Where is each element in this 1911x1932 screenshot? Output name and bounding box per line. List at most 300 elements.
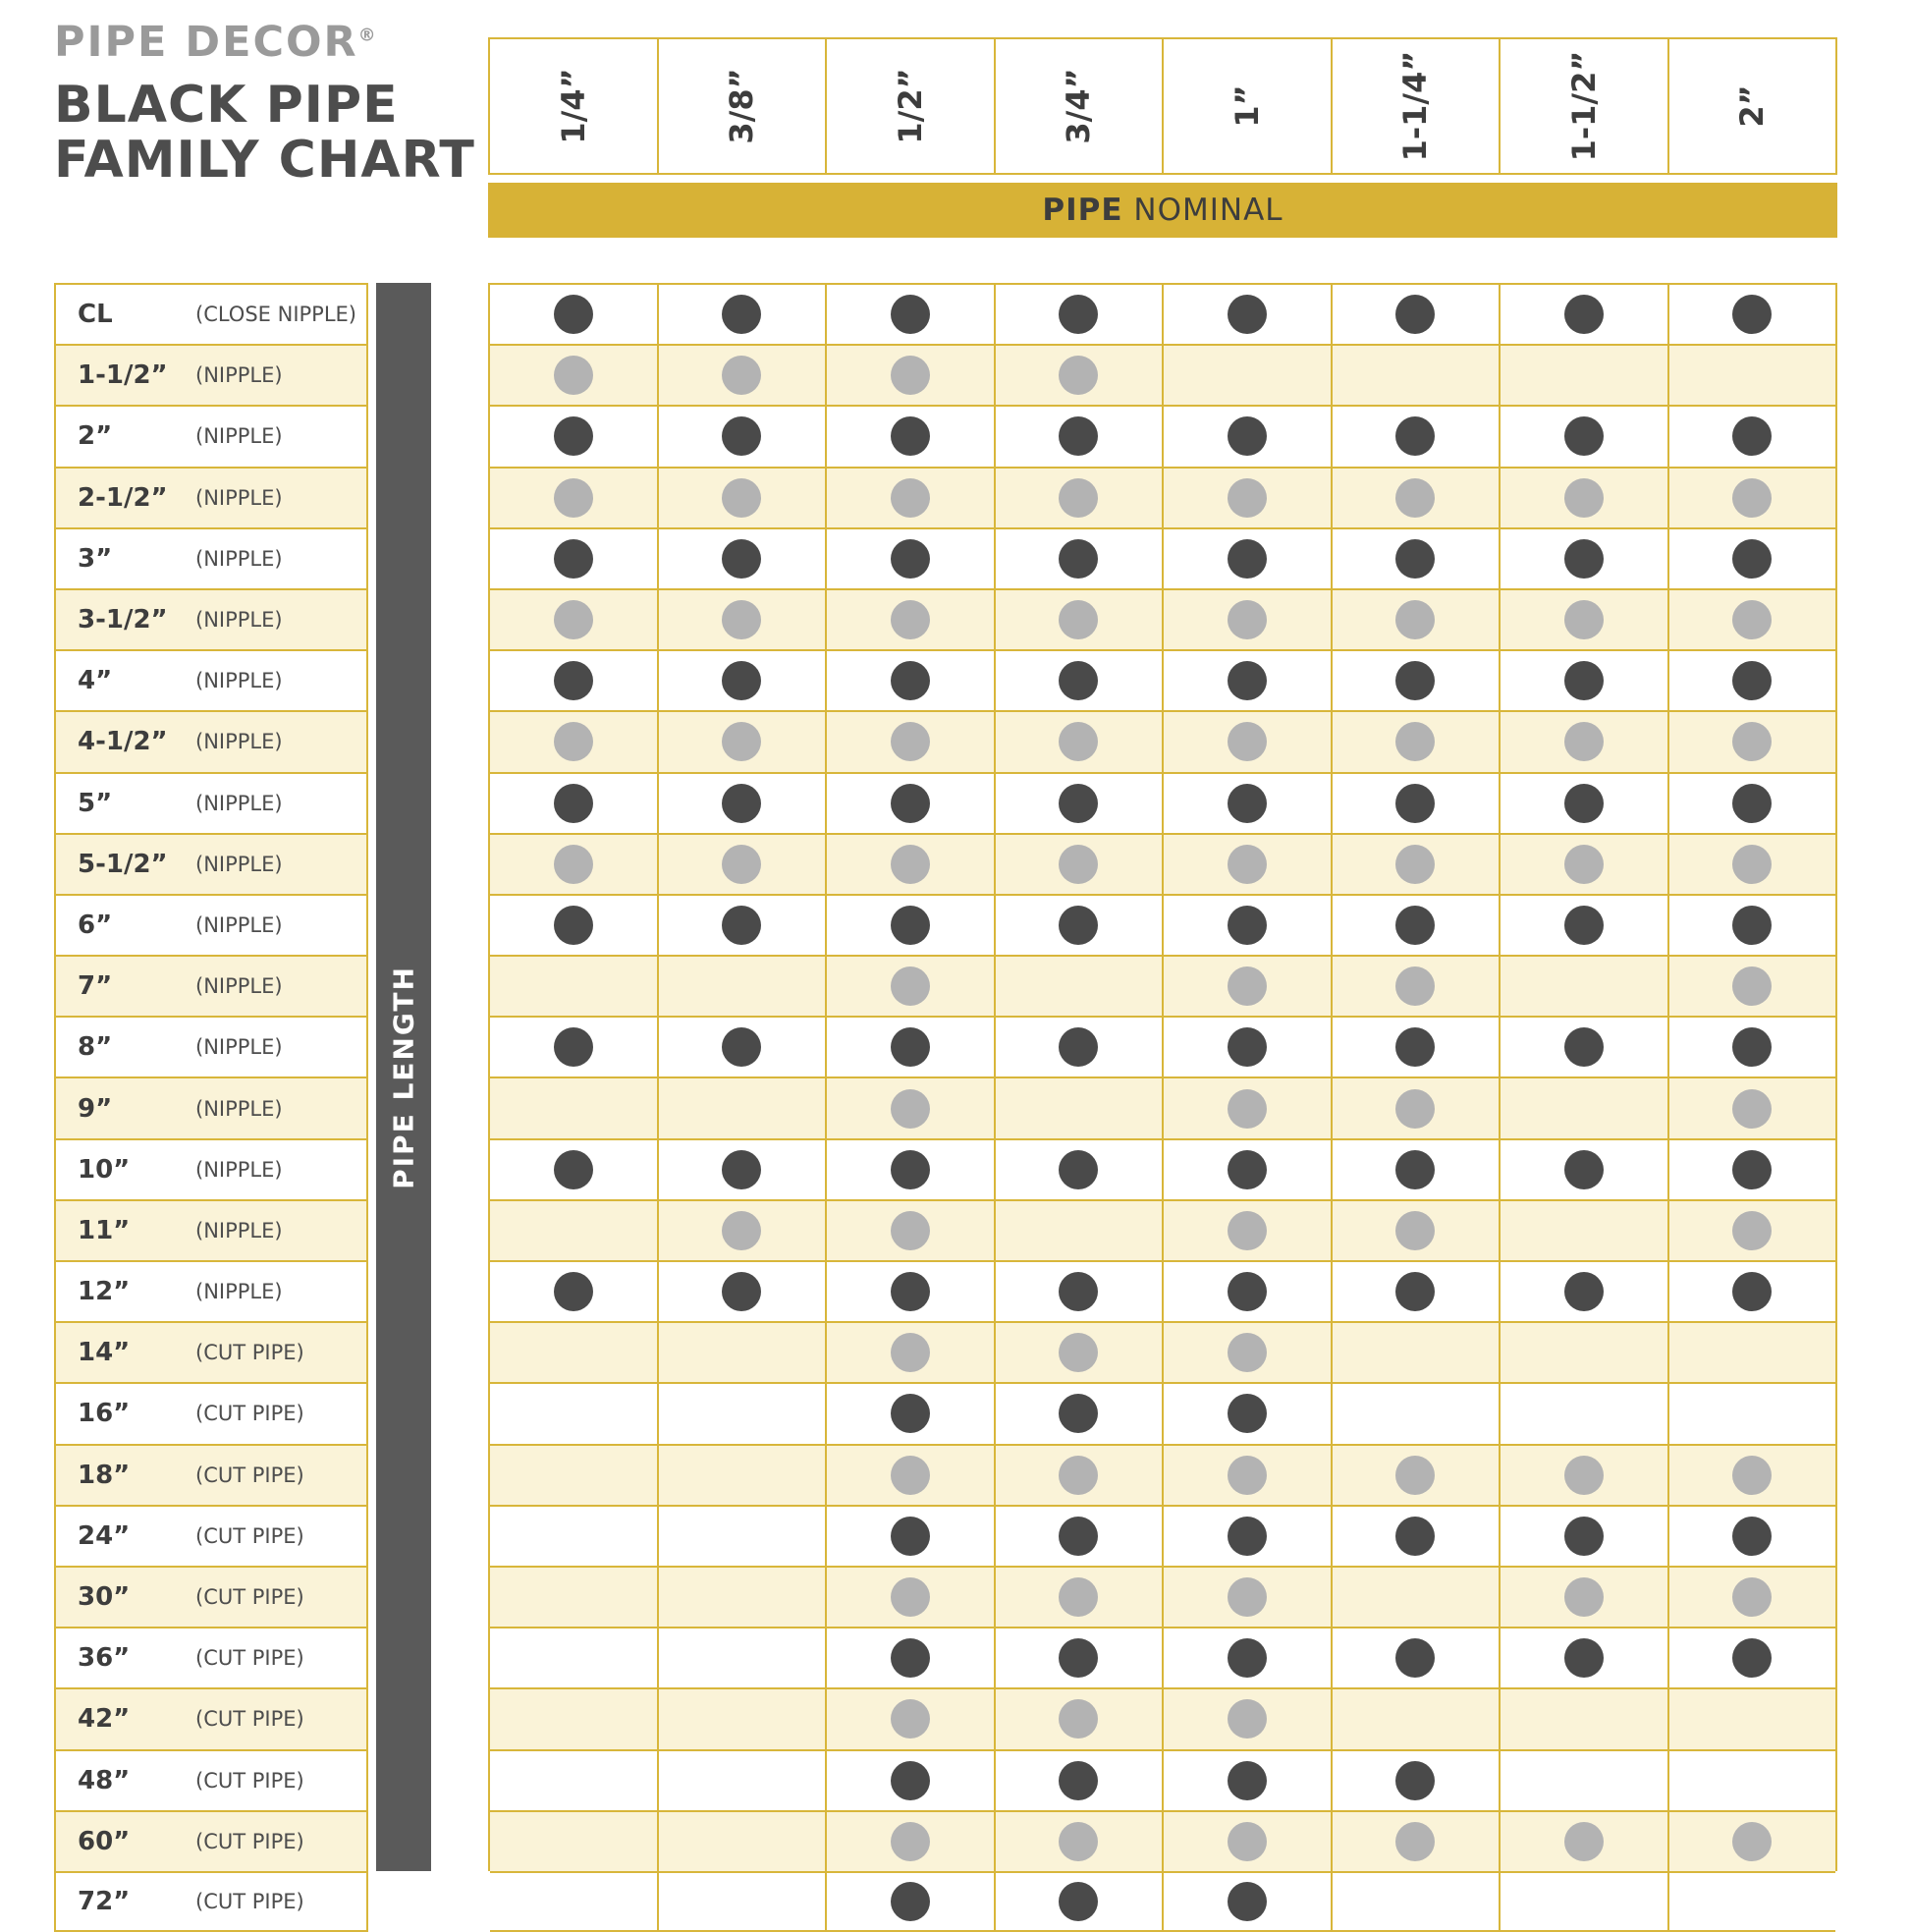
availability-cell — [1164, 1689, 1333, 1748]
availability-cell — [1333, 896, 1502, 955]
availability-cell — [996, 1201, 1165, 1260]
availability-cell — [490, 651, 659, 710]
availability-cell — [1164, 1201, 1333, 1260]
availability-cell — [996, 1628, 1165, 1687]
availability-dot — [554, 539, 593, 579]
column-header-label: 3/8” — [723, 68, 761, 144]
availability-dot — [1059, 1394, 1098, 1433]
empty-marker — [1732, 1882, 1772, 1921]
availability-cell — [827, 1628, 996, 1687]
availability-dot — [1732, 416, 1772, 456]
availability-dot — [1059, 1638, 1098, 1678]
table-row — [490, 1871, 1835, 1932]
empty-marker — [554, 1394, 593, 1433]
row-length-label: 3-1/2” — [78, 605, 168, 635]
availability-cell — [1333, 1201, 1502, 1260]
availability-dot — [1564, 845, 1604, 884]
availability-dot — [554, 600, 593, 639]
row-label — [54, 467, 368, 527]
availability-dot — [1732, 539, 1772, 579]
availability-cell — [659, 1323, 828, 1382]
empty-marker — [1564, 1089, 1604, 1129]
availability-cell — [1501, 1446, 1669, 1505]
empty-marker — [722, 1577, 761, 1617]
availability-cell — [996, 1323, 1165, 1382]
availability-cell — [1669, 346, 1836, 405]
availability-dot — [1564, 295, 1604, 334]
availability-dot — [891, 1333, 930, 1372]
availability-dot — [1564, 600, 1604, 639]
column-header-label: 1-1/4” — [1396, 50, 1435, 162]
availability-dot — [1228, 1394, 1267, 1433]
availability-dot — [1228, 1882, 1267, 1921]
availability-dot — [1395, 295, 1435, 334]
empty-marker — [1395, 1882, 1435, 1921]
empty-marker — [554, 1211, 593, 1250]
availability-cell — [1333, 1323, 1502, 1382]
availability-dot — [1564, 416, 1604, 456]
availability-cell — [996, 651, 1165, 710]
availability-cell — [1669, 957, 1836, 1016]
row-label — [54, 283, 368, 344]
table-row — [490, 1687, 1835, 1748]
availability-cell — [1501, 1201, 1669, 1260]
availability-dot — [1395, 966, 1435, 1006]
availability-dot — [1732, 600, 1772, 639]
column-header — [1162, 37, 1331, 175]
availability-dot — [1732, 1456, 1772, 1495]
table-row — [490, 467, 1835, 527]
availability-dot — [554, 906, 593, 945]
row-length-label: 6” — [78, 910, 113, 940]
availability-dot — [554, 784, 593, 823]
table-row — [490, 1321, 1835, 1382]
availability-cell — [996, 529, 1165, 588]
row-length-label: 14” — [78, 1338, 131, 1368]
availability-cell — [1669, 1873, 1836, 1930]
table-row — [490, 1505, 1835, 1566]
row-label — [54, 1627, 368, 1687]
availability-cell — [827, 529, 996, 588]
availability-dot — [722, 906, 761, 945]
row-length-label: 42” — [78, 1704, 131, 1735]
availability-cell — [659, 1078, 828, 1137]
availability-cell — [996, 1446, 1165, 1505]
availability-cell — [659, 1262, 828, 1321]
availability-cell — [827, 1568, 996, 1627]
availability-dot — [1059, 1272, 1098, 1311]
availability-cell — [659, 1751, 828, 1810]
availability-cell — [827, 896, 996, 955]
availability-dot — [1395, 661, 1435, 700]
page-title — [54, 76, 476, 191]
row-label — [54, 1687, 368, 1748]
availability-dot — [1228, 722, 1267, 761]
row-length-label: 12” — [78, 1277, 131, 1307]
availability-dot — [722, 845, 761, 884]
availability-dot — [891, 478, 930, 518]
availability-cell — [827, 1323, 996, 1382]
row-kind-label: (NIPPLE) — [195, 424, 283, 449]
availability-cell — [490, 1446, 659, 1505]
availability-dot — [1228, 784, 1267, 823]
row-label — [54, 1321, 368, 1382]
availability-dot — [1564, 1577, 1604, 1617]
row-label — [54, 894, 368, 955]
availability-cell — [1164, 1568, 1333, 1627]
availability-cell — [1501, 774, 1669, 833]
availability-dot — [891, 1089, 930, 1129]
row-kind-label: (CUT PIPE) — [195, 1402, 304, 1426]
availability-cell — [1164, 529, 1333, 588]
availability-cell — [1501, 1812, 1669, 1871]
availability-cell — [827, 957, 996, 1016]
table-row — [490, 1076, 1835, 1137]
table-row — [490, 405, 1835, 466]
availability-cell — [827, 1507, 996, 1566]
availability-dot — [1564, 722, 1604, 761]
row-label — [54, 1566, 368, 1627]
row-kind-label: (NIPPLE) — [195, 485, 283, 510]
availability-cell — [1333, 1507, 1502, 1566]
availability-cell — [827, 407, 996, 466]
availability-cell — [827, 651, 996, 710]
availability-cell — [659, 774, 828, 833]
availability-cell — [490, 896, 659, 955]
availability-cell — [1333, 957, 1502, 1016]
availability-dot — [1732, 1027, 1772, 1067]
availability-dot — [1059, 906, 1098, 945]
availability-cell — [996, 774, 1165, 833]
empty-marker — [1564, 1761, 1604, 1800]
row-label — [54, 710, 368, 771]
availability-cell — [1333, 712, 1502, 771]
availability-cell — [490, 1568, 659, 1627]
availability-cell — [1164, 1140, 1333, 1199]
availability-cell — [1164, 1628, 1333, 1687]
availability-dot — [891, 1822, 930, 1861]
availability-cell — [1669, 1751, 1836, 1810]
row-label-column — [54, 283, 368, 1932]
availability-cell — [1669, 774, 1836, 833]
row-label — [54, 527, 368, 588]
row-length-label: 24” — [78, 1520, 131, 1551]
row-label — [54, 1138, 368, 1199]
row-kind-label: (NIPPLE) — [195, 363, 283, 388]
availability-cell — [1669, 1323, 1836, 1382]
availability-dot — [1732, 1822, 1772, 1861]
empty-marker — [554, 1822, 593, 1861]
availability-cell — [827, 774, 996, 833]
empty-marker — [1395, 1333, 1435, 1372]
availability-cell — [659, 407, 828, 466]
availability-cell — [659, 957, 828, 1016]
row-kind-label: (NIPPLE) — [195, 1218, 283, 1242]
availability-cell — [1501, 712, 1669, 771]
row-kind-label: (CUT PIPE) — [195, 1523, 304, 1548]
availability-cell — [996, 1751, 1165, 1810]
availability-dot — [1732, 1211, 1772, 1250]
availability-dot — [1059, 1027, 1098, 1067]
row-kind-label: (CLOSE NIPPLE) — [195, 303, 357, 327]
row-label — [54, 833, 368, 894]
row-label — [54, 1016, 368, 1076]
availability-cell — [1164, 835, 1333, 894]
row-length-label: 2” — [78, 421, 113, 452]
availability-cell — [1333, 285, 1502, 344]
availability-dot — [1228, 478, 1267, 518]
availability-cell — [659, 1689, 828, 1748]
empty-marker — [1059, 1089, 1098, 1129]
availability-dot — [554, 1150, 593, 1189]
availability-cell — [1333, 651, 1502, 710]
availability-cell — [659, 1384, 828, 1443]
row-length-label: 9” — [78, 1093, 113, 1124]
availability-dot — [891, 1761, 930, 1800]
table-row — [490, 955, 1835, 1016]
availability-dot — [554, 478, 593, 518]
availability-dot — [1395, 1150, 1435, 1189]
availability-dot — [1395, 1027, 1435, 1067]
empty-marker — [722, 1699, 761, 1739]
row-label — [54, 1260, 368, 1321]
availability-cell — [1501, 1568, 1669, 1627]
availability-dot — [1395, 416, 1435, 456]
availability-cell — [1501, 1751, 1669, 1810]
availability-dot — [1228, 1150, 1267, 1189]
availability-dot — [1395, 1822, 1435, 1861]
empty-marker — [554, 966, 593, 1006]
table-row — [490, 894, 1835, 955]
availability-dot — [1395, 600, 1435, 639]
row-label — [54, 1749, 368, 1810]
availability-cell — [490, 1507, 659, 1566]
row-length-label: 3” — [78, 543, 113, 574]
availability-cell — [659, 529, 828, 588]
availability-cell — [1501, 835, 1669, 894]
availability-dot — [1732, 661, 1772, 700]
availability-cell — [1333, 835, 1502, 894]
availability-dot — [1228, 1272, 1267, 1311]
row-kind-label: (CUT PIPE) — [195, 1768, 304, 1793]
column-header — [994, 37, 1163, 175]
row-kind-label: (NIPPLE) — [195, 546, 283, 571]
availability-dot — [1564, 1027, 1604, 1067]
availability-cell — [1501, 529, 1669, 588]
availability-dot — [1059, 784, 1098, 823]
column-header — [1667, 37, 1838, 175]
availability-cell — [1669, 407, 1836, 466]
row-length-label: 10” — [78, 1154, 131, 1185]
row-kind-label: (CUT PIPE) — [195, 1829, 304, 1853]
availability-dot — [1059, 1150, 1098, 1189]
availability-cell — [827, 1384, 996, 1443]
availability-cell — [490, 346, 659, 405]
availability-dot — [722, 600, 761, 639]
availability-cell — [1164, 957, 1333, 1016]
availability-dot — [1564, 539, 1604, 579]
availability-cell — [1164, 1323, 1333, 1382]
availability-cell — [1333, 1446, 1502, 1505]
availability-dot — [891, 600, 930, 639]
table-row — [490, 1749, 1835, 1810]
availability-cell — [659, 1140, 828, 1199]
empty-marker — [554, 1577, 593, 1617]
availability-cell — [996, 1262, 1165, 1321]
row-kind-label: (CUT PIPE) — [195, 1889, 304, 1913]
availability-dot — [722, 722, 761, 761]
availability-dot — [1395, 1456, 1435, 1495]
availability-cell — [827, 346, 996, 405]
row-label — [54, 344, 368, 405]
availability-cell — [1501, 1507, 1669, 1566]
availability-cell — [490, 285, 659, 344]
row-label — [54, 1505, 368, 1566]
availability-cell — [1669, 835, 1836, 894]
availability-cell — [1501, 1140, 1669, 1199]
availability-dot — [1732, 1517, 1772, 1556]
availability-dot — [554, 661, 593, 700]
availability-dot — [722, 416, 761, 456]
row-kind-label: (CUT PIPE) — [195, 1646, 304, 1671]
availability-cell — [1164, 1384, 1333, 1443]
availability-dot — [1228, 295, 1267, 334]
availability-dot — [1395, 1089, 1435, 1129]
empty-marker — [1564, 966, 1604, 1006]
empty-marker — [722, 966, 761, 1006]
availability-cell — [1333, 1751, 1502, 1810]
availability-cell — [1333, 1140, 1502, 1199]
availability-dot — [554, 1272, 593, 1311]
column-header — [657, 37, 826, 175]
availability-dot — [891, 1638, 930, 1678]
row-label — [54, 772, 368, 833]
availability-cell — [1333, 590, 1502, 649]
availability-dot — [1059, 722, 1098, 761]
availability-dot — [1228, 1027, 1267, 1067]
availability-dot — [1732, 478, 1772, 518]
availability-cell — [1164, 1873, 1333, 1930]
availability-cell — [490, 957, 659, 1016]
availability-cell — [659, 346, 828, 405]
availability-cell — [996, 285, 1165, 344]
availability-cell — [1669, 285, 1836, 344]
availability-cell — [659, 1873, 828, 1930]
row-length-label: 1-1/2” — [78, 360, 168, 391]
availability-dot — [1564, 1517, 1604, 1556]
availability-cell — [996, 1078, 1165, 1137]
availability-cell — [490, 835, 659, 894]
availability-dot — [722, 1027, 761, 1067]
availability-cell — [996, 1507, 1165, 1566]
empty-marker — [1059, 966, 1098, 1006]
table-row — [490, 344, 1835, 405]
availability-dot — [1228, 539, 1267, 579]
row-kind-label: (NIPPLE) — [195, 608, 283, 633]
availability-cell — [490, 407, 659, 466]
column-header — [488, 37, 657, 175]
availability-dot — [1059, 1699, 1098, 1739]
availability-cell — [996, 1873, 1165, 1930]
availability-cell — [490, 1628, 659, 1687]
availability-dot — [1228, 1699, 1267, 1739]
availability-cell — [827, 1873, 996, 1930]
table-row — [490, 710, 1835, 771]
table-row — [490, 1566, 1835, 1627]
availability-cell — [827, 1201, 996, 1260]
availability-dot — [1395, 1638, 1435, 1678]
empty-marker — [554, 1333, 593, 1372]
page-title-line1: BLACK PIPE — [54, 76, 399, 135]
row-length-label: 11” — [78, 1215, 131, 1245]
empty-marker — [722, 1761, 761, 1800]
availability-cell — [996, 1812, 1165, 1871]
empty-marker — [1564, 1699, 1604, 1739]
availability-cell — [659, 285, 828, 344]
empty-marker — [722, 1882, 761, 1921]
availability-cell — [659, 896, 828, 955]
availability-cell — [659, 1018, 828, 1076]
availability-dot — [1395, 1211, 1435, 1250]
availability-dot — [1228, 1333, 1267, 1372]
availability-dot — [1059, 1761, 1098, 1800]
availability-dot — [891, 356, 930, 395]
availability-dot — [891, 966, 930, 1006]
availability-cell — [827, 1262, 996, 1321]
availability-dot — [891, 539, 930, 579]
availability-cell — [1669, 1628, 1836, 1687]
empty-marker — [1564, 1394, 1604, 1433]
availability-dot — [1395, 784, 1435, 823]
row-kind-label: (NIPPLE) — [195, 1035, 283, 1060]
availability-dot — [1732, 784, 1772, 823]
pipe-length-axis-label: PIPE LENGTH — [387, 965, 420, 1189]
empty-marker — [554, 1761, 593, 1800]
availability-cell — [1333, 1628, 1502, 1687]
availability-cell — [1333, 1384, 1502, 1443]
availability-dot — [1564, 1638, 1604, 1678]
availability-cell — [490, 1201, 659, 1260]
availability-dot — [1228, 1089, 1267, 1129]
availability-cell — [1164, 774, 1333, 833]
availability-cell — [1164, 407, 1333, 466]
availability-dot — [1732, 1272, 1772, 1311]
availability-cell — [996, 469, 1165, 527]
availability-cell — [1501, 1018, 1669, 1076]
availability-dot — [1059, 1456, 1098, 1495]
availability-cell — [827, 469, 996, 527]
pipe-nominal-banner-text — [1042, 193, 1283, 228]
row-kind-label: (NIPPLE) — [195, 730, 283, 754]
availability-dot — [1732, 295, 1772, 334]
availability-dot — [891, 784, 930, 823]
availability-dot — [1564, 784, 1604, 823]
availability-dot — [1732, 722, 1772, 761]
availability-dot — [722, 478, 761, 518]
availability-cell — [1669, 1812, 1836, 1871]
empty-marker — [1564, 1882, 1604, 1921]
column-header — [1331, 37, 1500, 175]
availability-dot — [1059, 356, 1098, 395]
availability-dot — [554, 845, 593, 884]
availability-cell — [1164, 1812, 1333, 1871]
pipe-nominal-banner-bold: PIPE — [1042, 193, 1123, 228]
availability-dot — [722, 1272, 761, 1311]
availability-dot — [891, 1150, 930, 1189]
empty-marker — [554, 1882, 593, 1921]
availability-cell — [490, 1873, 659, 1930]
availability-cell — [1669, 1078, 1836, 1137]
